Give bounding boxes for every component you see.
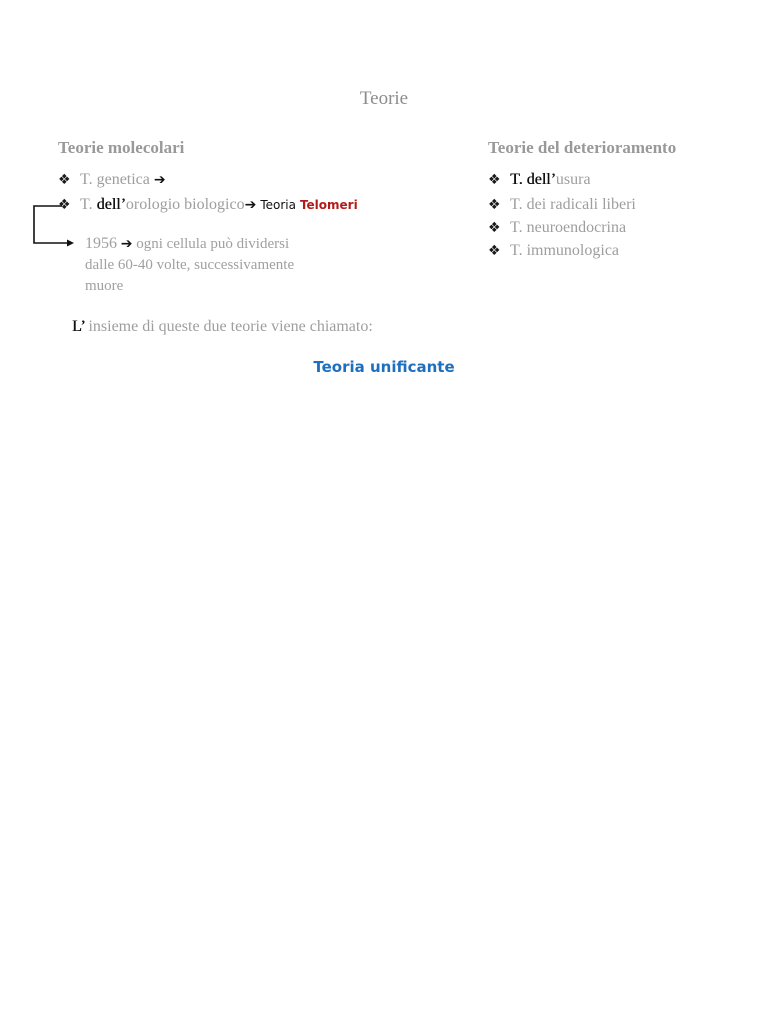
note-year: 1956 bbox=[85, 235, 117, 252]
summary-text: insieme di queste due teorie viene chiamato: bbox=[88, 318, 373, 335]
diamond-bullet-icon: ❖ bbox=[488, 172, 501, 188]
diamond-bullet-icon: ❖ bbox=[58, 197, 71, 213]
diamond-bullet-icon: ❖ bbox=[58, 172, 71, 188]
diamond-bullet-icon: ❖ bbox=[488, 243, 501, 259]
diamond-bullet-icon: ❖ bbox=[488, 197, 501, 213]
item-dark-text: dell’ bbox=[96, 196, 126, 213]
item-text: T. genetica bbox=[80, 171, 150, 188]
item-prefix: T. bbox=[80, 196, 93, 213]
right-item-neuroendocrina bbox=[488, 219, 626, 237]
right-arrow-icon: ➔ bbox=[120, 236, 133, 252]
item-text: T. neuroendocrina bbox=[510, 219, 627, 236]
item-text: T. dei radicali liberi bbox=[510, 196, 636, 213]
left-item-orologio bbox=[58, 196, 358, 214]
connector-arrow-icon bbox=[28, 200, 80, 252]
orologio-note bbox=[85, 233, 310, 297]
conclusion-heading: Teoria unificante bbox=[313, 358, 455, 376]
item-text: usura bbox=[555, 171, 591, 188]
right-arrow-icon: ➔ bbox=[153, 172, 166, 188]
item-dark-text: T. dell’ bbox=[510, 171, 556, 188]
right-item-immunologica bbox=[488, 242, 619, 260]
item-text: T. immunologica bbox=[510, 242, 620, 259]
summary-lead: L’ bbox=[72, 318, 85, 335]
diamond-bullet-icon: ❖ bbox=[488, 220, 501, 236]
right-heading: Teorie del deterioramento bbox=[488, 138, 677, 157]
left-heading: Teorie molecolari bbox=[58, 138, 185, 157]
summary-line bbox=[72, 318, 373, 336]
page-title: Teorie bbox=[359, 88, 409, 109]
teoria-label: Teoria bbox=[260, 198, 296, 212]
telomeri-label: Telomeri bbox=[299, 198, 358, 212]
left-item-genetica bbox=[58, 171, 166, 189]
note-text: ogni cellula può dividersi dalle 60-40 volte, successivamente muore bbox=[85, 236, 295, 294]
right-item-usura bbox=[488, 171, 591, 189]
right-arrow-icon: ➔ bbox=[244, 197, 257, 213]
item-text: orologio biologico bbox=[125, 196, 245, 213]
right-item-radicali bbox=[488, 196, 636, 214]
